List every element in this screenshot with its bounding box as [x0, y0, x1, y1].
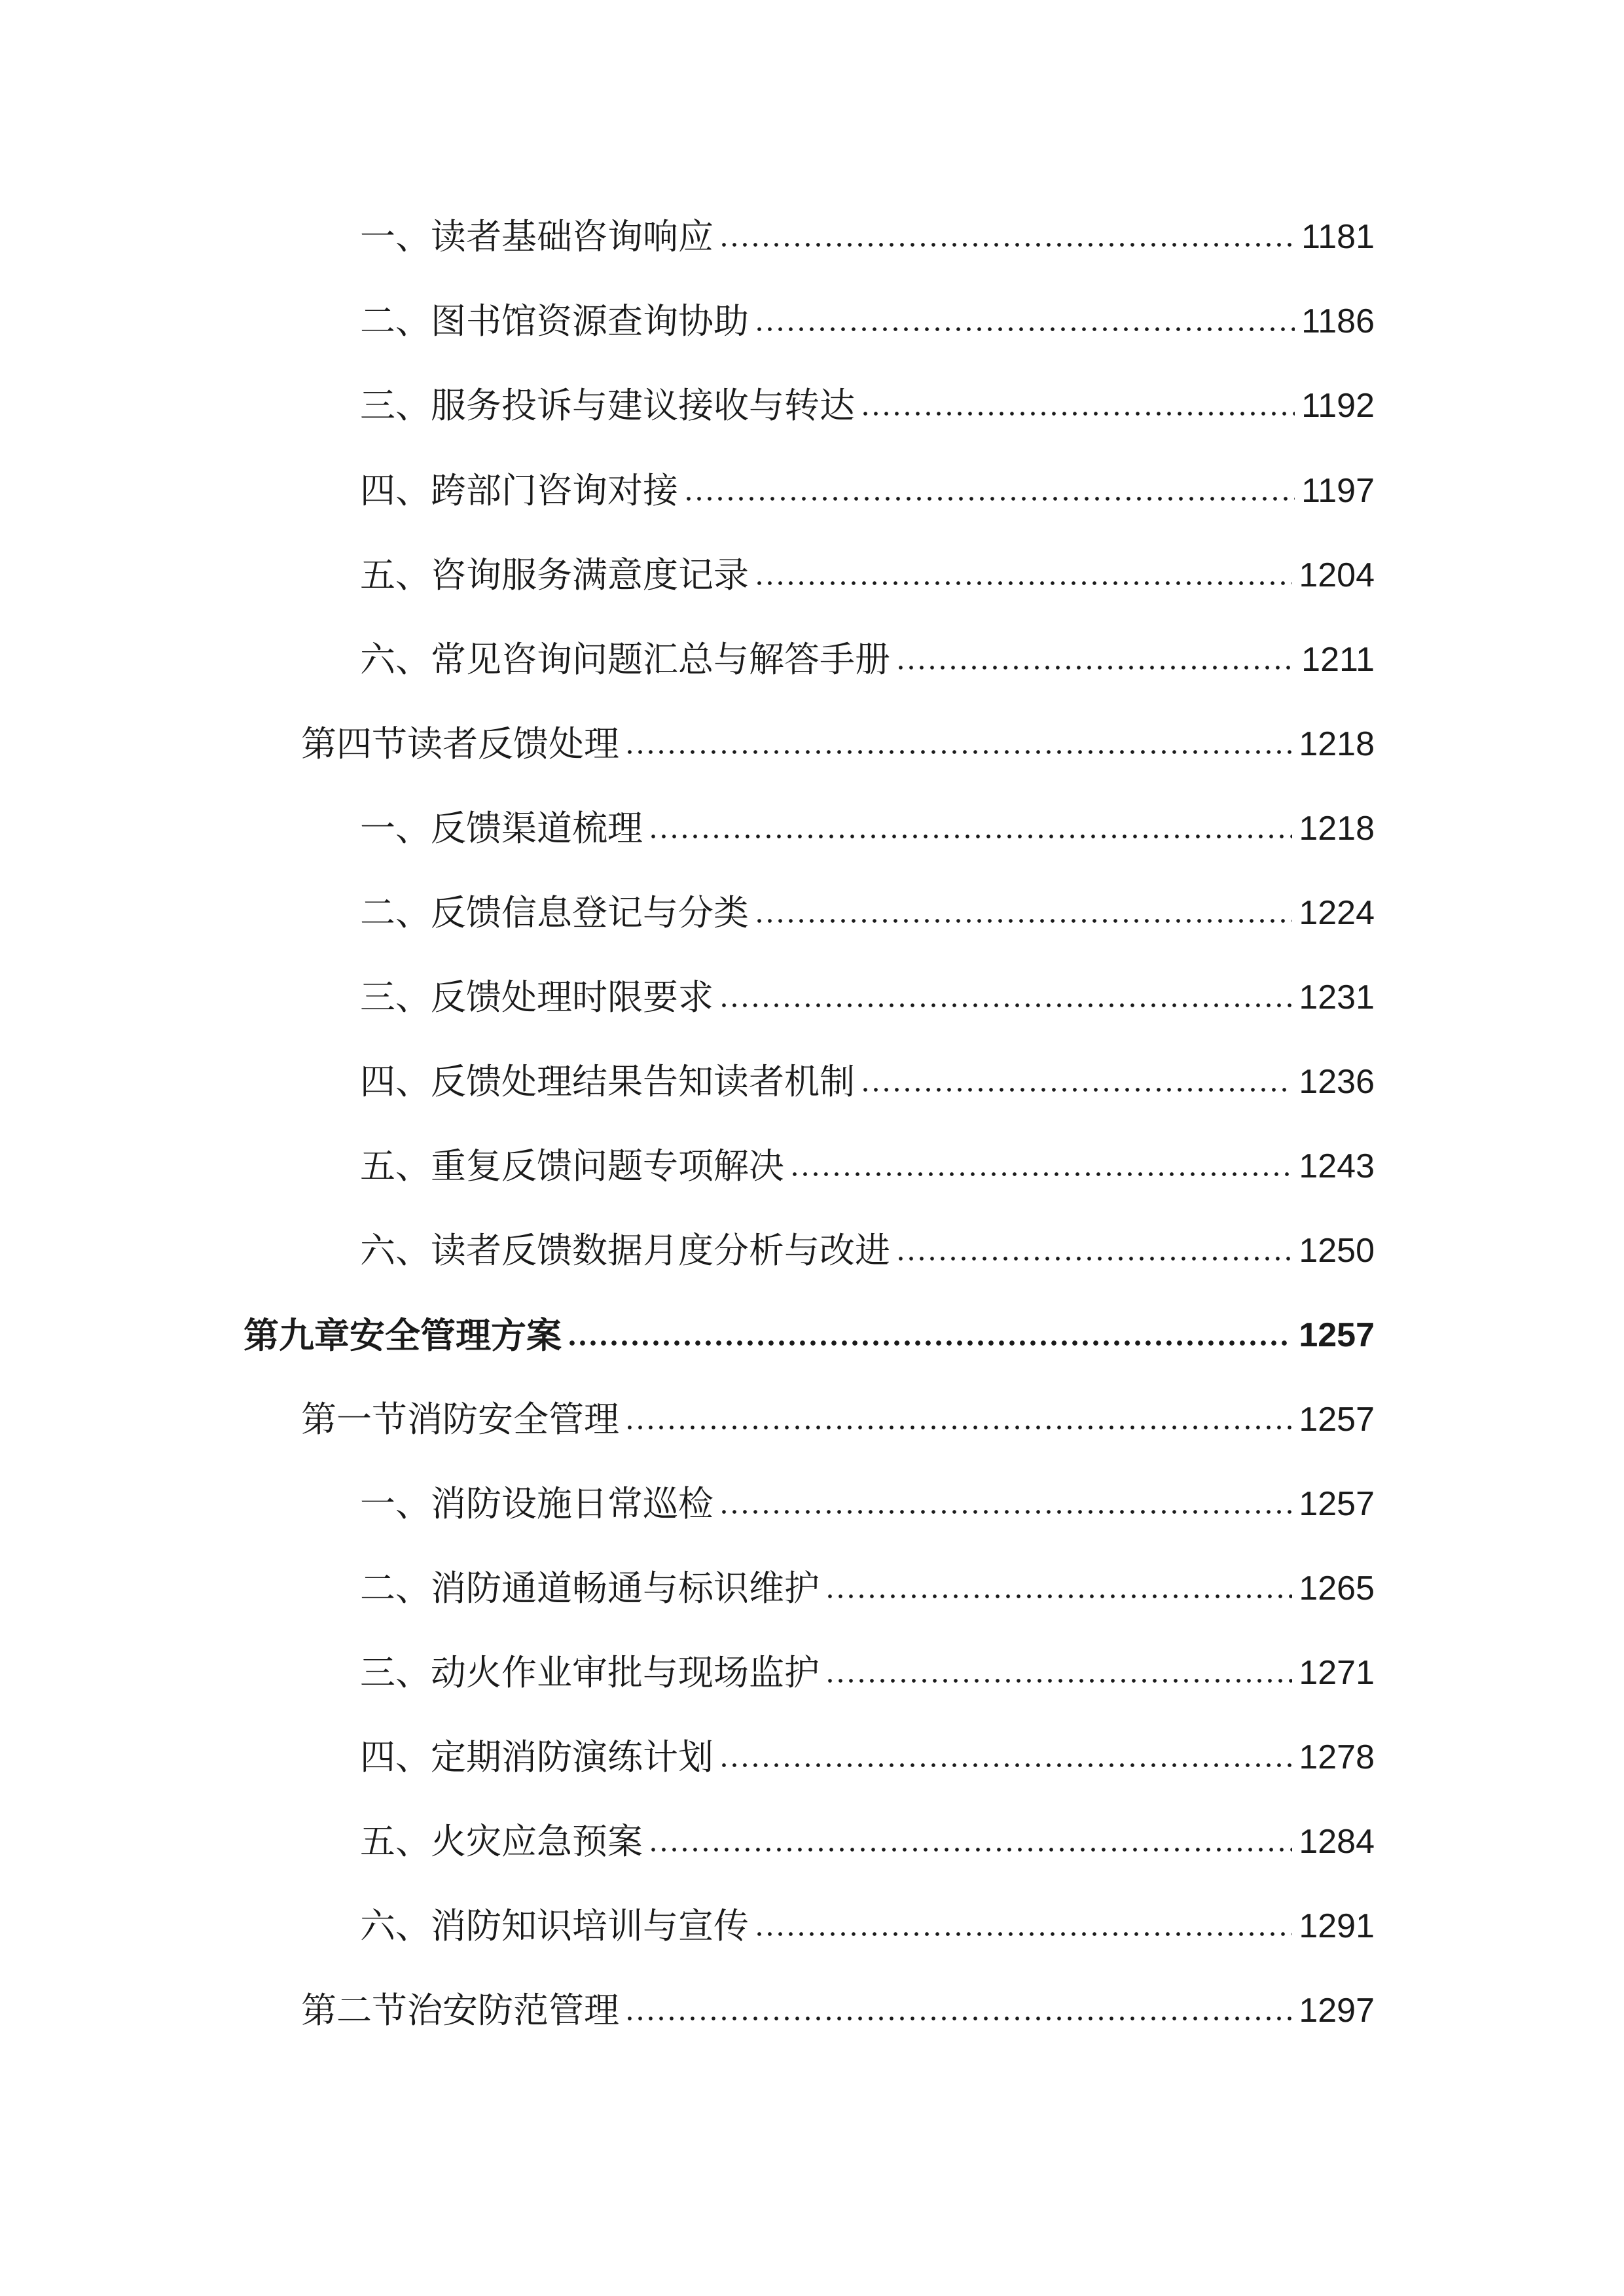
toc-page-number: 1257 [1299, 1316, 1375, 1354]
toc-entry-title: 二、图书馆资源查询协助 [360, 300, 749, 342]
toc-page-number: 1250 [1299, 1232, 1375, 1270]
toc-dot-leader [754, 917, 1292, 925]
toc-entry-title: 三、反馈处理时限要求 [360, 977, 713, 1018]
toc-page-number: 1257 [1299, 1485, 1375, 1523]
toc-page-number: 1218 [1299, 810, 1375, 848]
toc-entry-title: 六、消防知识培训与宣传 [360, 1905, 749, 1946]
toc-entry[interactable] [360, 887, 1375, 939]
toc-entry[interactable] [360, 1816, 1375, 1868]
toc-entry-title: 一、读者基础咨询响应 [360, 216, 713, 257]
toc-dot-leader [860, 1086, 1292, 1094]
toc-dot-leader [754, 579, 1292, 587]
toc-page-number: 1224 [1299, 894, 1375, 932]
toc-entry-title: 第二节治安防范管理 [301, 1990, 619, 2031]
toc-page-number: 1211 [1301, 641, 1375, 679]
toc-entry[interactable] [360, 802, 1375, 855]
toc-dot-leader [719, 1001, 1292, 1009]
toc-page-number: 1204 [1299, 556, 1375, 594]
toc-entry[interactable] [360, 1140, 1375, 1193]
toc-dot-leader [754, 1930, 1292, 1938]
toc-page-number: 1192 [1301, 387, 1375, 425]
toc-entry-title: 一、消防设施日常巡检 [360, 1483, 713, 1524]
toc-dot-leader [789, 1170, 1292, 1178]
toc-entry-title: 四、反馈处理结果告知读者机制 [360, 1061, 855, 1102]
toc-page-number: 1181 [1301, 218, 1375, 256]
toc-entry[interactable] [360, 1562, 1375, 1615]
toc-entry[interactable] [360, 465, 1375, 517]
toc-entry[interactable] [360, 971, 1375, 1024]
toc-dot-leader [624, 1424, 1292, 1431]
toc-dot-leader [860, 410, 1295, 418]
toc-page-number: 1257 [1299, 1401, 1375, 1439]
toc-page-number: 1284 [1299, 1823, 1375, 1861]
toc-entry[interactable] [360, 295, 1375, 348]
toc-dot-leader [719, 241, 1295, 249]
toc-dot-leader [895, 664, 1295, 672]
toc-dot-leader [567, 1339, 1292, 1347]
toc-dot-leader [719, 1508, 1292, 1516]
toc-dot-leader [648, 1846, 1292, 1854]
toc-entry-title: 一、反馈渠道梳理 [360, 808, 643, 849]
toc-dot-leader [754, 325, 1295, 333]
toc-page-number: 1243 [1299, 1147, 1375, 1185]
toc-entry[interactable] [360, 1731, 1375, 1784]
toc-dot-leader [683, 495, 1295, 503]
toc-entry-title: 六、常见咨询问题汇总与解答手册 [360, 639, 890, 680]
toc-entry-title: 四、跨部门咨询对接 [360, 470, 678, 511]
toc-page-number: 1278 [1299, 1738, 1375, 1776]
toc-chapter-entry[interactable] [244, 1309, 1375, 1361]
toc-entry-title: 五、重复反馈问题专项解决 [360, 1145, 784, 1187]
toc-page-number: 1291 [1299, 1907, 1375, 1945]
toc-entry[interactable] [360, 1900, 1375, 1952]
toc-entry-title: 五、咨询服务满意度记录 [360, 554, 749, 596]
toc-entry-title: 六、读者反馈数据月度分析与改进 [360, 1230, 890, 1271]
toc-entry[interactable] [360, 1647, 1375, 1699]
toc-entry[interactable] [360, 211, 1375, 263]
toc-entry-title: 二、反馈信息登记与分类 [360, 892, 749, 933]
toc-page-number: 1197 [1301, 472, 1375, 510]
toc-section-entry[interactable] [301, 1393, 1375, 1446]
toc-dot-leader [624, 2015, 1292, 2022]
toc-entry-title: 五、火灾应急预案 [360, 1821, 643, 1862]
toc-page-number: 1236 [1299, 1063, 1375, 1101]
toc-entry[interactable] [360, 380, 1375, 432]
toc-entry-title: 四、定期消防演练计划 [360, 1736, 713, 1778]
toc-dot-leader [648, 833, 1292, 840]
toc-page-number: 1297 [1299, 1992, 1375, 2030]
toc-page-number: 1271 [1299, 1654, 1375, 1692]
toc-entry[interactable] [360, 634, 1375, 686]
toc-dot-leader [895, 1255, 1292, 1263]
toc-page-number: 1231 [1299, 978, 1375, 1016]
toc-entry[interactable] [360, 1056, 1375, 1108]
toc-page-number: 1186 [1301, 302, 1375, 340]
toc-section-entry[interactable] [301, 1984, 1375, 2037]
toc-entry-title: 二、消防通道畅通与标识维护 [360, 1568, 820, 1609]
toc-entry[interactable] [360, 549, 1375, 601]
toc-entry[interactable] [360, 1478, 1375, 1530]
toc-page-number: 1265 [1299, 1570, 1375, 1607]
toc-entry[interactable] [360, 1225, 1375, 1277]
toc-dot-leader [825, 1677, 1292, 1685]
toc-dot-leader [825, 1592, 1292, 1600]
toc-entry-title: 三、动火作业审批与现场监护 [360, 1652, 820, 1693]
toc-entry-title: 三、服务投诉与建议接收与转达 [360, 385, 855, 426]
toc-entry-title: 第一节消防安全管理 [301, 1399, 619, 1440]
toc-entry-title: 第九章安全管理方案 [244, 1314, 562, 1356]
toc-entry-title: 第四节读者反馈处理 [301, 723, 619, 764]
toc-dot-leader [624, 748, 1292, 756]
toc-page-number: 1218 [1299, 725, 1375, 763]
toc-dot-leader [719, 1761, 1292, 1769]
toc-section-entry[interactable] [301, 718, 1375, 770]
